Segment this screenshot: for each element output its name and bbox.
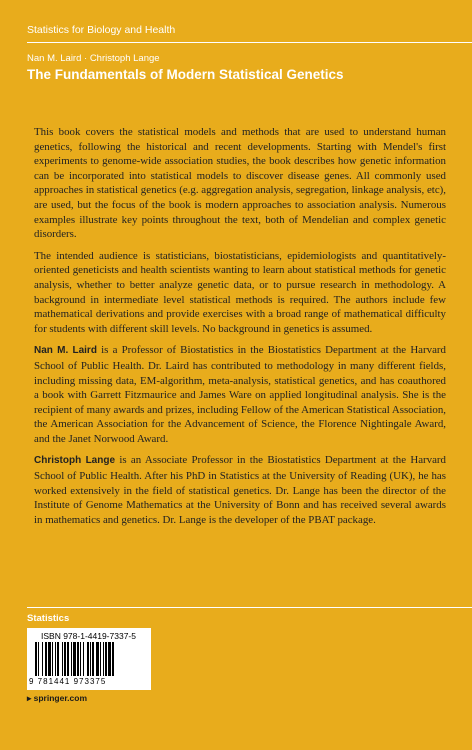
- subject-category: Statistics: [27, 613, 70, 624]
- barcode-bar: [80, 642, 81, 676]
- author-name-laird: Nan M. Laird: [34, 345, 97, 357]
- barcode-bar: [57, 642, 59, 676]
- barcode-bar: [100, 642, 101, 676]
- barcode-number: 9 781441 973375: [29, 677, 107, 686]
- barcode-bar: [112, 642, 114, 676]
- barcode: [27, 628, 151, 690]
- barcode-bar: [35, 642, 37, 676]
- barcode-bar: [64, 642, 66, 676]
- description-paragraph-1: This book covers the statistical models and methods that are used to understand human genetics, following the historical and recent developments. Starting with Mendel's first experiments to genome-wide association studies, the book describes how genetic information can be incorporated into statistical models to discover disease genes. All commonly used approaches in statistical genetics (e.g. aggregation analysis, segregation, linkage analysis, etc), are used, but the focus of the book is modern approaches to association analysis. Numerous examples illustrate key points throughout the text, both of Mendelian and complex genetic disorders.: [34, 126, 446, 241]
- author-bio-lange: [34, 453, 446, 527]
- cover-text: [34, 125, 446, 534]
- barcode-bar: [96, 642, 99, 676]
- barcode-bar: [42, 642, 43, 676]
- barcode-bar: [92, 642, 94, 676]
- barcode-bar: [87, 642, 89, 676]
- barcode-bars-icon: [33, 642, 145, 676]
- barcode-bar: [67, 642, 69, 676]
- barcode-bar: [77, 642, 79, 676]
- author-name-lange: Christoph Lange: [34, 455, 116, 467]
- book-title: The Fundamentals of Modern Statistical Genetics: [27, 67, 344, 82]
- barcode-bar: [83, 642, 84, 676]
- arrow-icon: ▸: [27, 693, 34, 703]
- barcode-bar: [38, 642, 39, 676]
- barcode-bar: [52, 642, 53, 676]
- description-paragraph-2: The intended audience is statisticians, biostatisticians, epidemiologists and quantitatively- oriented geneticists and health scientists wanting to learn about statistical methods for genetic analysis, whether to better analyze genetic data, or to pursue research in methodology. A background in intermediate level statistical methods is required. The authors include few mathematical derivations and provide exercises with a broad range of mathematical difficulty for students with different skill levels. No background in genetics is assumed.: [34, 249, 446, 335]
- author-bio-lange-text: is an Associate Professor in the Biostatistics Department at the Harvard School of Public Health. After his PhD in Statistics at the University of Reading (UK), he has worked extensively in the field of statistical genetics. Dr. Lange has been the director of the Institute of Genome Mathematics at the University of Bonn and has received several awards in mathematics and genetics. Dr. Lange is the developer of the PBAT package.: [34, 454, 446, 526]
- barcode-bar: [55, 642, 56, 676]
- website-text: springer.com: [33, 693, 88, 703]
- authors: Nan M. Laird · Christoph Lange: [27, 53, 160, 64]
- header-rule: [27, 42, 472, 43]
- barcode-bar: [108, 642, 111, 676]
- barcode-bar: [62, 642, 63, 676]
- barcode-bar: [73, 642, 76, 676]
- barcode-bar: [48, 642, 51, 676]
- barcode-bar: [45, 642, 47, 676]
- series-name: Statistics for Biology and Health: [27, 24, 176, 36]
- author-bio-laird: [34, 343, 446, 446]
- barcode-bar: [90, 642, 91, 676]
- publisher-website: [27, 693, 87, 704]
- barcode-bar: [103, 642, 104, 676]
- isbn-label: ISBN 978-1-4419-7337-5: [41, 631, 136, 641]
- barcode-bar: [105, 642, 107, 676]
- barcode-bar: [71, 642, 72, 676]
- footer-rule: [27, 607, 472, 608]
- author-bio-laird-text: is a Professor of Biostatistics in the Biostatistics Department at the Harvard School of Public Health. Dr. Laird has contributed to methodology in many different fields, including missing data, EM-algorithm, meta-analysis, statistical genetics, and has coauthored a book with Garrett Fitzmaurice and James Ware on applied longitudinal analysis. She is the recipient of many awards and prizes, including Fellow of the American Statistical Association, the American Association for the Advancement of Science, the Florence Nightingale Award, and the Janet Norwood Award.: [34, 344, 446, 445]
